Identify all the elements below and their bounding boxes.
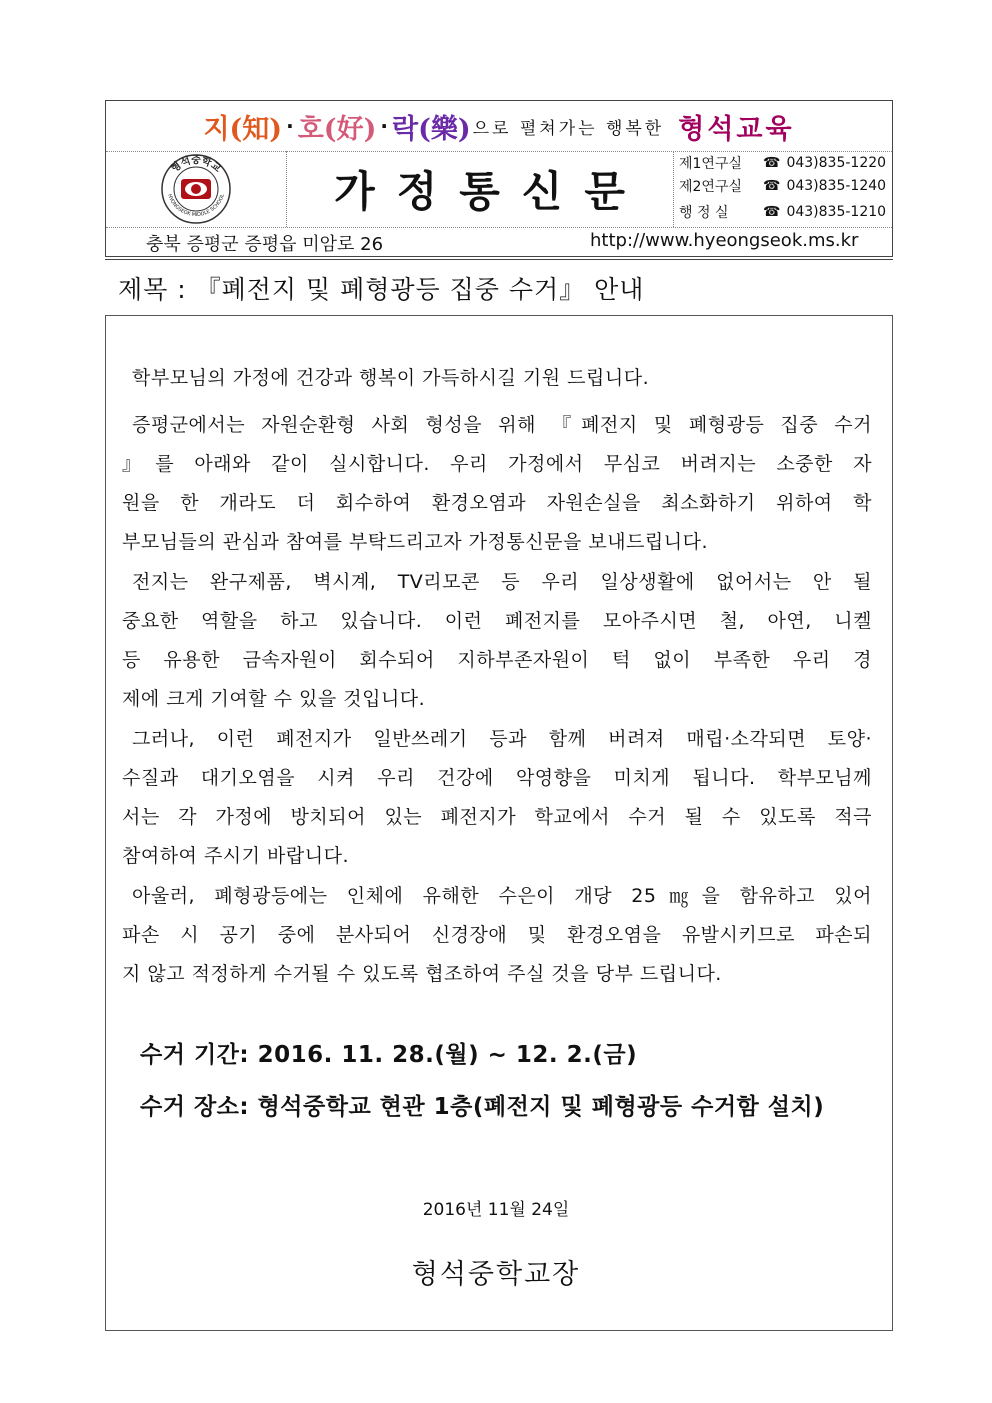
svg-text:형석중학교 <box>168 153 224 175</box>
paragraph-fluorescent <box>122 877 872 994</box>
text-line: 증평군에서는 자원순환형 사회 형성을 위해 『폐전지 및 폐형광등 집중 수거 <box>132 414 872 436</box>
text-line: 전지는 완구제품, 벽시계, TV리모콘 등 우리 일상생활에 없어서는 안 될 <box>132 571 872 593</box>
motto-ji: 지 <box>203 113 230 145</box>
issue-date: 2016년 11월 24일 <box>422 1200 570 1220</box>
contact-phone: 043)835-1220 <box>786 155 887 171</box>
phone-icon: ☎ <box>763 178 781 194</box>
contact-row <box>679 175 886 197</box>
text-line: 서는 각 가정에 방치되어 있는 폐전지가 학교에서 수거 될 수 있도록 적극 <box>122 806 872 828</box>
letterhead-middle-row <box>106 151 892 228</box>
text-line: 중요한 역할을 하고 있습니다. 이런 폐전지를 모아주시면 철, 아연, 니켈 <box>122 610 872 632</box>
text-line: 부모님들의 관심과 참여를 부탁드리고자 가정통신문을 보내드립니다. <box>122 531 709 553</box>
motto-ho: 호 <box>297 113 324 145</box>
school-url[interactable]: http://www.hyeongseok.ms.kr <box>590 230 859 251</box>
motto-rak-hanja: (樂) <box>418 113 471 145</box>
logo-top-text: 형석중학교 <box>169 155 223 175</box>
phone-icon: ☎ <box>763 204 781 220</box>
school-motto <box>106 101 892 152</box>
title-cell <box>286 151 674 227</box>
phone-icon: ☎ <box>763 155 781 171</box>
contact-office: 제2연구실 <box>679 179 743 195</box>
contact-row <box>679 201 886 223</box>
paragraph-batteries <box>122 563 872 719</box>
text-line: 등 유용한 금속자원이 회수되어 지하부존자원이 턱 없이 부족한 우리 경 <box>122 649 872 671</box>
text-line: 학부모님의 가정에 건강과 행복이 가득하시길 기원 드립니다. <box>132 367 650 389</box>
motto-suffix: 으로 펼쳐가는 행복한 <box>472 118 665 139</box>
contact-office: 제1연구실 <box>679 156 743 172</box>
letterhead-bottom-row <box>106 227 892 256</box>
school-logo <box>158 153 234 225</box>
text-line: 참여하여 주시기 바랍니다. <box>122 845 350 867</box>
logo-side-text: HYONGSEOK MIDDLE SCHOOL <box>166 193 226 219</box>
collection-place: 수거 장소: 형석중학교 현관 1층(폐전지 및 폐형광등 수거함 설치) <box>140 1094 825 1120</box>
paragraph-pollution <box>122 720 872 876</box>
signer: 형석중학교장 <box>411 1259 581 1290</box>
motto-separator: · <box>380 114 388 138</box>
contact-row <box>679 152 886 174</box>
subject-line: 제목 : 『폐전지 및 폐형광등 집중 수거』 안내 <box>118 275 645 304</box>
divider <box>105 259 893 260</box>
motto-rak: 락 <box>391 113 419 145</box>
contact-phone: 043)835-1240 <box>786 178 887 194</box>
school-address: 충북 증평군 증평읍 미암로 26 <box>146 234 384 255</box>
text-line: 』를 아래와 같이 실시합니다. 우리 가정에서 무심코 버려지는 소중한 자 <box>122 453 872 475</box>
text-line: 수질과 대기오염을 시켜 우리 건강에 악영향을 미치게 됩니다. 학부모님께 <box>122 767 872 789</box>
motto-brand: 형석교육 <box>678 113 795 145</box>
contact-phone: 043)835-1210 <box>786 204 887 220</box>
letterhead <box>105 100 893 257</box>
document-title: 가정통신문 <box>334 167 647 216</box>
motto-ji-hanja: (知) <box>229 113 283 145</box>
school-logo-cell <box>106 151 287 227</box>
contact-office: 행 정 실 <box>679 205 729 221</box>
motto-separator: · <box>286 114 294 138</box>
text-line: 지 않고 적정하게 수거될 수 있도록 협조하여 주실 것을 당부 드립니다. <box>122 963 722 985</box>
motto-ho-hanja: (好) <box>323 113 377 145</box>
text-line: 그러나, 이런 폐전지가 일반쓰레기 등과 함께 버려져 매립·소각되면 토양· <box>132 728 872 750</box>
text-line: 아울러, 폐형광등에는 인체에 유해한 수은이 개당 25㎎을 함유하고 있어 <box>132 885 872 907</box>
collection-period: 수거 기간: 2016. 11. 28.(월) ~ 12. 2.(금) <box>140 1042 638 1068</box>
text-line: 파손 시 공기 중에 분사되어 신경장애 및 환경오염을 유발시키므로 파손되 <box>122 924 872 946</box>
text-line: 제에 크게 기여할 수 있을 것입니다. <box>122 688 426 710</box>
text-line: 원을 한 개라도 더 회수하여 환경오염과 자원손실을 최소화하기 위하여 학 <box>122 492 872 514</box>
paragraph-intro <box>122 406 872 562</box>
contact-list <box>673 151 894 227</box>
paragraph-greeting <box>132 359 872 398</box>
